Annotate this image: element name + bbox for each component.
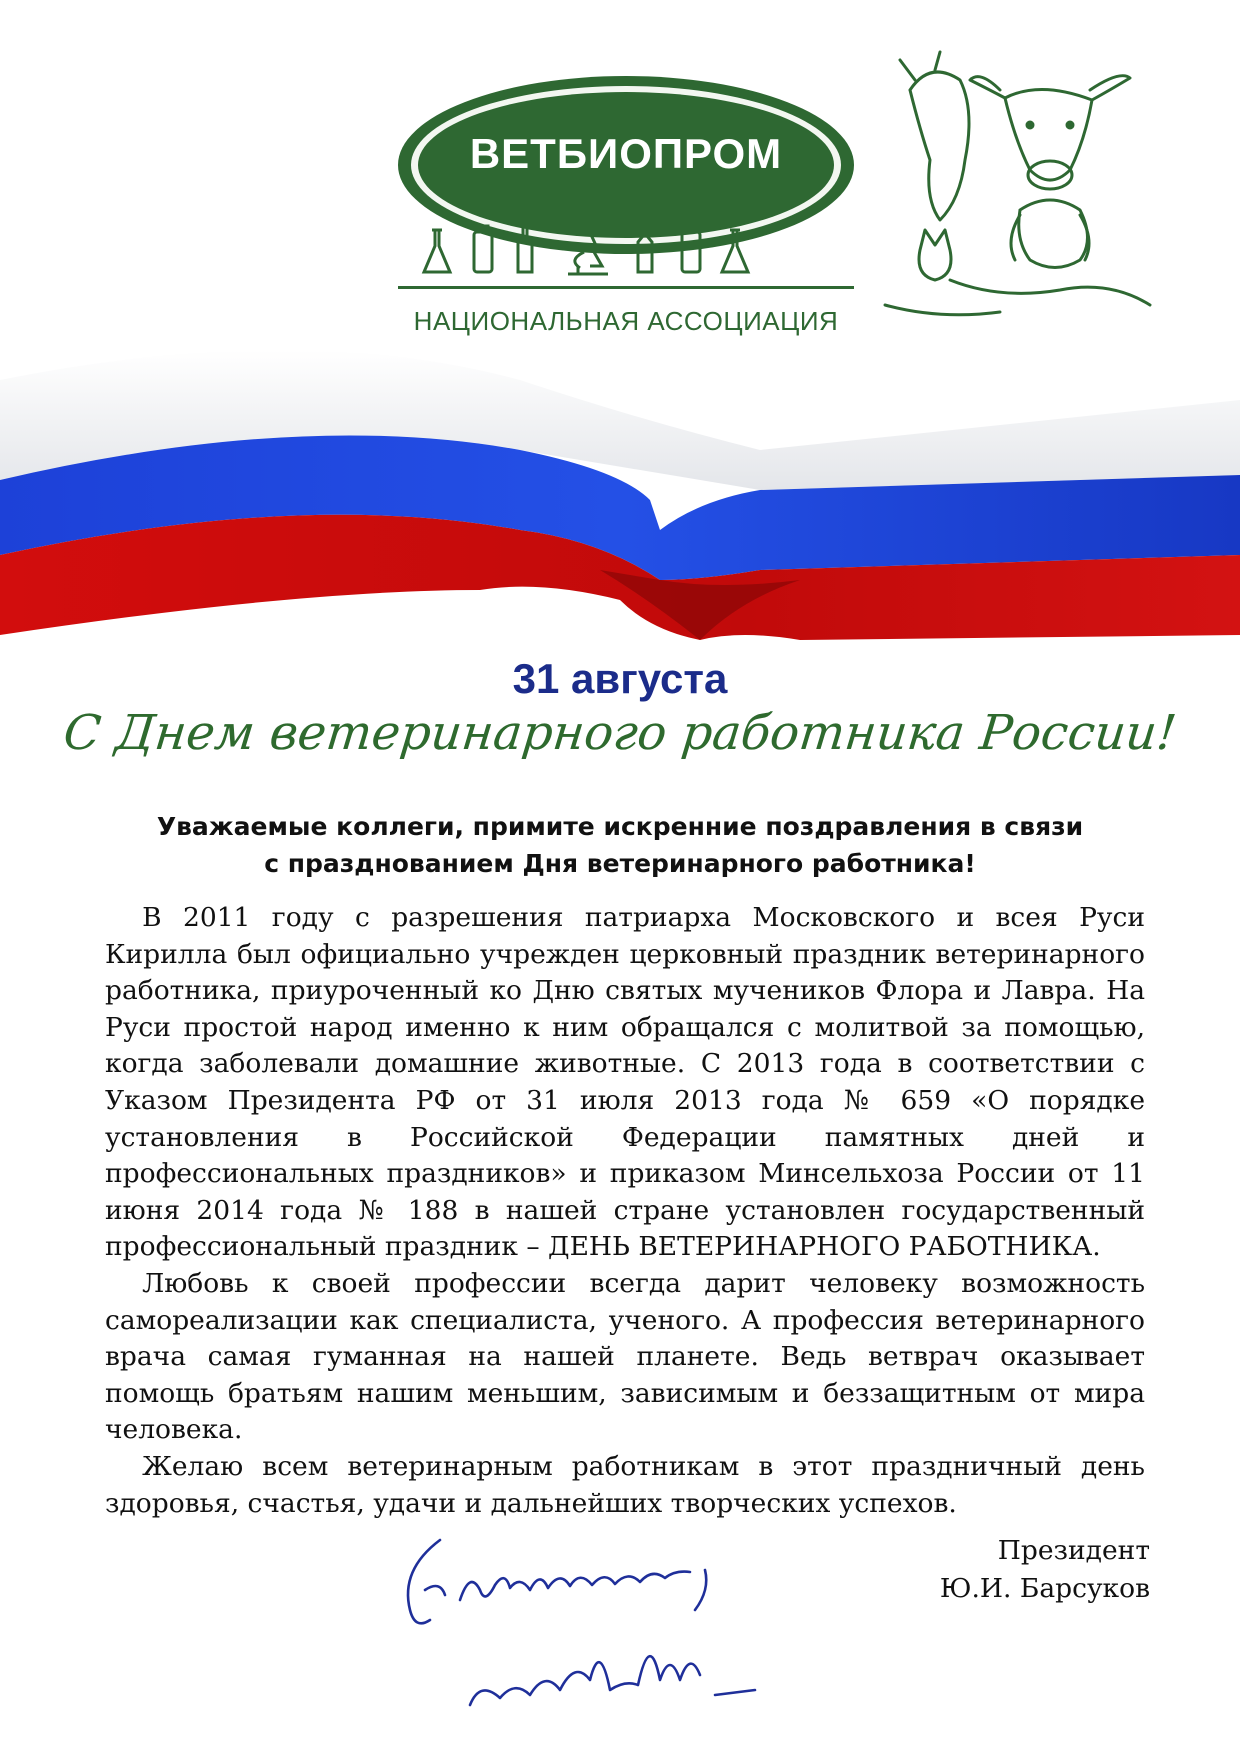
body-paragraph: Любовь к своей профессии всегда дарит человеку возможность самореализации как специалиста, ученого. А профессия ветеринарного врача самая гуманная на нашей планете. Ведь ветврач оказывает помощь братьям нашим меньшим, зависимым и беззащитным от мира человека.	[105, 1267, 1145, 1446]
logo-wordmark: ВЕТБИОПРОМ	[469, 130, 783, 177]
lab-glassware-icons	[418, 222, 830, 280]
flask-icon	[424, 230, 450, 272]
greeting-title: С Днем ветеринарного работника России!	[61, 705, 1179, 761]
intro-address	[100, 808, 1140, 882]
signatory-block	[900, 1532, 1150, 1608]
body-paragraph: В 2011 году с разрешения патриарха Московского и всея Руси Кирилла был официально учрежден церковный праздник ветеринарного работника, приуроченный ко Дню святых мучеников Флора и Лавра. На Руси простой народ именно к ним обращался с молитвой за помощью, когда заболевали домашние животные. С 2013 года в соответствии с Указом Президента РФ от 31 июля 2013 года № 659 «О порядке установления в Российской Федерации памятных дней и профессиональных праздников» и приказом Минсельхоза России от 11 июня 2014 года № 188 в нашей стране установлен государственный профессиональный праздник – ДЕНЬ ВЕТЕРИНАРНОГО РАБОТНИКА.	[105, 902, 1145, 1263]
ampoule-icon	[518, 224, 532, 272]
flask-icon	[722, 230, 748, 272]
ampoule-icon	[638, 224, 652, 272]
vial-icon	[474, 226, 492, 272]
body-paragraph: Желаю всем ветеринарным работникам в этот праздничный день здоровья, счастья, удачи и дальнейших творческих успехов.	[105, 1450, 1145, 1519]
logo-divider	[398, 286, 854, 289]
microscope-icon	[568, 228, 608, 274]
handwritten-signature	[370, 1530, 800, 1730]
signatory-position: Президент	[997, 1535, 1150, 1566]
logo-association-label: НАЦИОНАЛЬНАЯ АССОЦИАЦИЯ	[413, 306, 839, 336]
date-heading: 31 августа	[512, 655, 728, 702]
intro-line: Уважаемые коллеги, примите искренние поздравления в связи	[156, 812, 1084, 841]
animals-illustration	[880, 50, 1180, 330]
intro-line: с празднованием Дня ветеринарного работника!	[264, 849, 976, 878]
signatory-name: Ю.И. Барсуков	[939, 1573, 1150, 1604]
letter-body	[105, 900, 1145, 1522]
vial-icon	[682, 226, 700, 272]
